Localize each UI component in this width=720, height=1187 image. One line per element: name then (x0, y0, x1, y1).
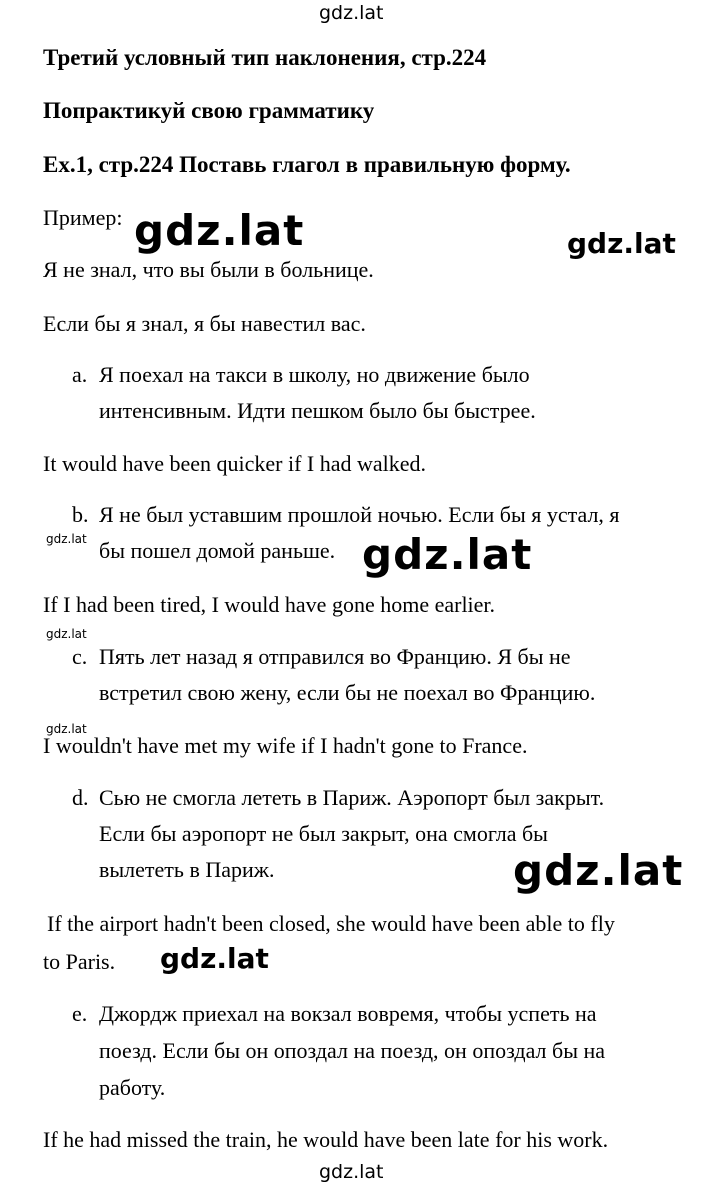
watermark-large: gdz.lat (362, 530, 533, 579)
item-text-line: встретил свою жену, если бы не поехал во Францию. (99, 680, 596, 705)
answer-line: I wouldn't have met my wife if I hadn't gone to France. (43, 733, 528, 758)
item-text-line: Я поехал на такси в школу, но движение было (99, 362, 530, 387)
item-marker: e. (72, 1001, 88, 1026)
item-text-line: Я не был уставшим прошлой ночью. Если бы я устал, я (99, 502, 620, 527)
item-marker: b. (72, 502, 89, 527)
item-text-line: Если бы аэропорт не был закрыт, она смогла бы (99, 821, 548, 846)
item-text-line: Сью не смогла лететь в Париж. Аэропорт был закрыт. (99, 785, 605, 810)
item-marker: a. (72, 362, 88, 387)
item-text-line: бы пошел домой раньше. (99, 538, 336, 563)
watermark-medium: gdz.lat (160, 942, 269, 975)
exercise-heading: Ex.1, стр.224 Поставь глагол в правильную форму. (43, 152, 571, 177)
watermark-tiny: gdz.lat (46, 627, 87, 641)
answer-line: If he had missed the train, he would have been late for his work. (43, 1127, 609, 1152)
item-marker: d. (72, 785, 89, 810)
item-text-line: работу. (99, 1075, 166, 1100)
watermark-tiny: gdz.lat (46, 532, 87, 546)
item-text-line: поезд. Если бы он опоздал на поезд, он опоздал бы на (99, 1038, 606, 1063)
example-line: Если бы я знал, я бы навестил вас. (43, 311, 366, 336)
watermark-large: gdz.lat (513, 846, 684, 895)
answer-line: If I had been tired, I would have gone home earlier. (43, 592, 496, 617)
example-label: Пример: (43, 205, 123, 230)
item-text-line: Джордж приехал на вокзал вовремя, чтобы успеть на (99, 1001, 597, 1026)
watermark-tiny: gdz.lat (46, 722, 87, 736)
watermark-top: gdz.lat (319, 2, 384, 24)
item-marker: c. (72, 644, 88, 669)
page-title: Третий условный тип наклонения, стр.224 (43, 45, 487, 70)
item-text-line: вылететь в Париж. (99, 857, 275, 882)
item-text-line: Пять лет назад я отправился во Францию. Я бы не (99, 644, 571, 669)
section-heading: Попрактикуй свою грамматику (43, 98, 375, 123)
answer-line: to Paris. (43, 949, 116, 974)
answer-line: It would have been quicker if I had walked. (43, 451, 427, 476)
item-text-line: интенсивным. Идти пешком было бы быстрее. (99, 398, 536, 423)
example-line: Я не знал, что вы были в больнице. (43, 257, 374, 282)
watermark-large: gdz.lat (134, 206, 305, 255)
watermark-medium: gdz.lat (567, 227, 676, 260)
answer-line: If the airport hadn't been closed, she would have been able to fly (47, 911, 615, 936)
watermark-bottom: gdz.lat (319, 1161, 384, 1183)
